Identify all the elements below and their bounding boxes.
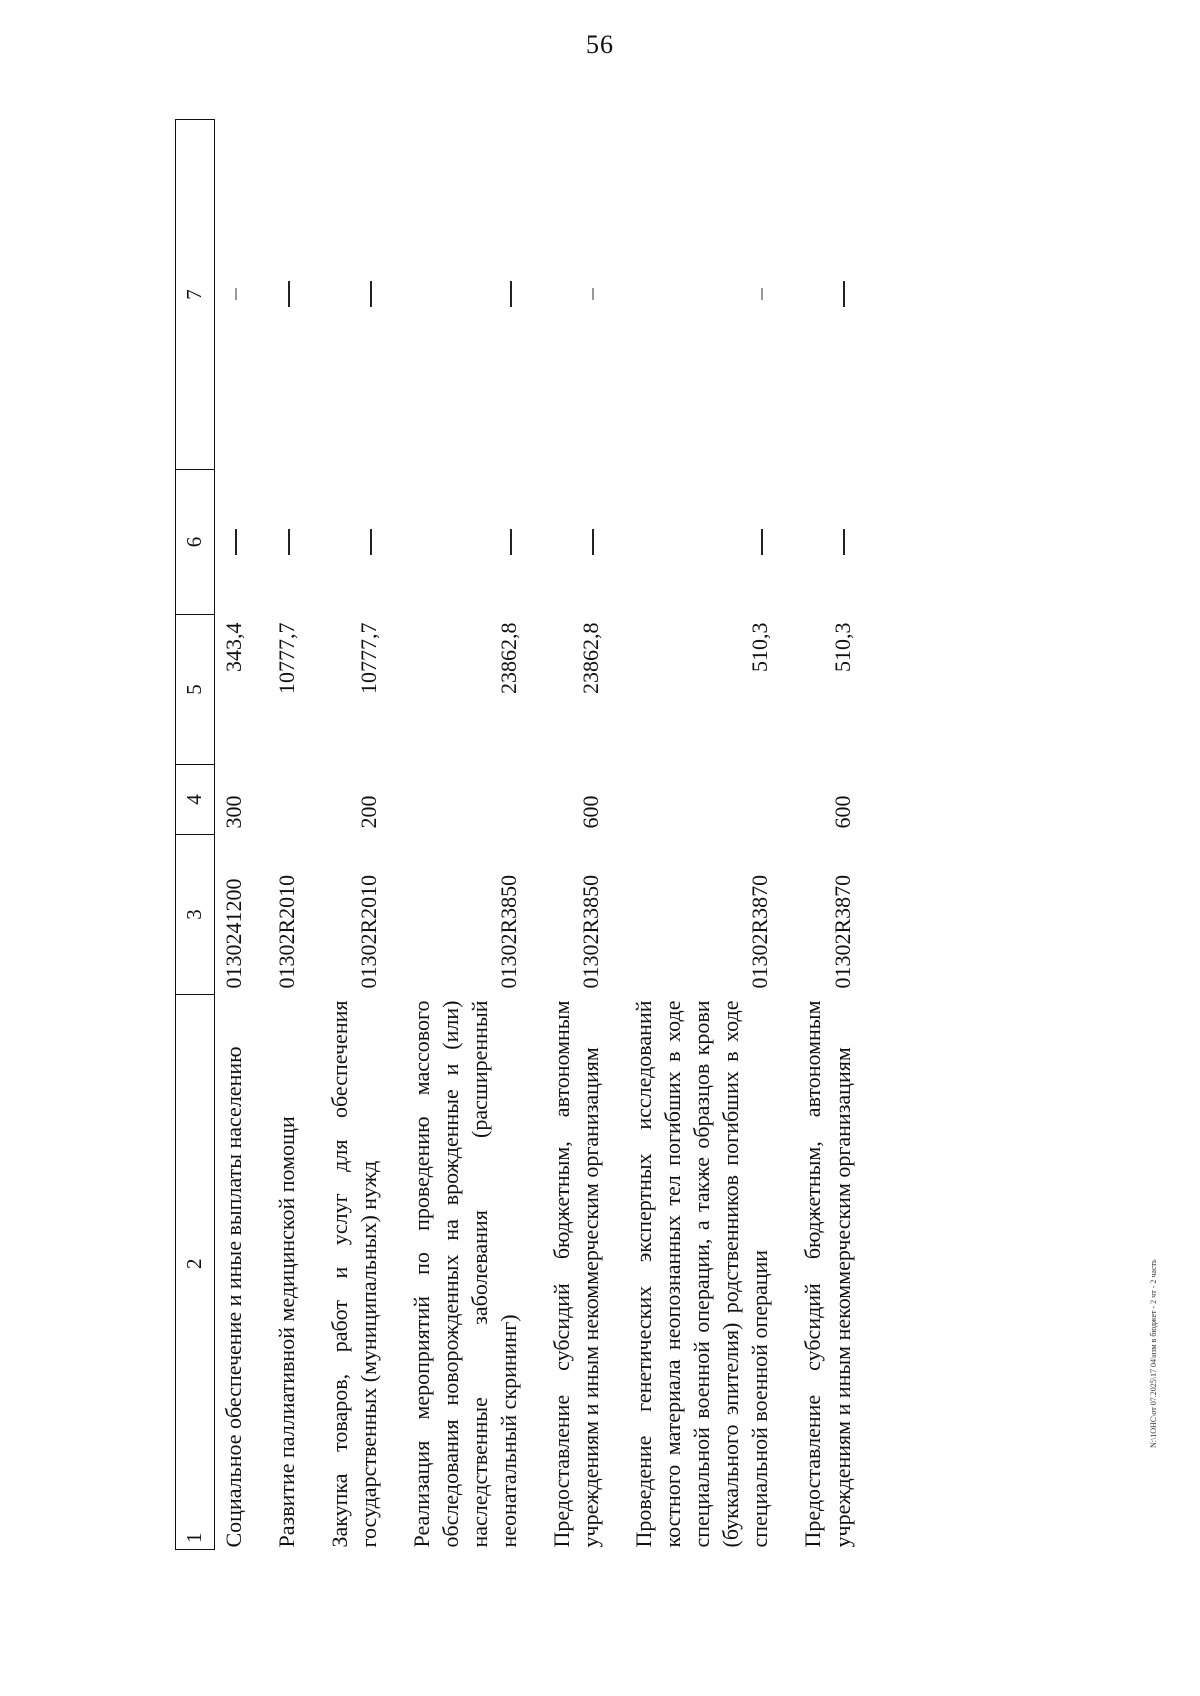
row-vr: [268, 765, 321, 835]
row-name: Предоставление субсидий бюджетным, автономным учреждениям и иным некоммерческим организациям: [549, 1000, 604, 1548]
row-csr: 01302R3870: [829, 874, 855, 989]
row-col6: [215, 470, 269, 615]
row-sum: 23862,8: [578, 622, 604, 694]
header-col-2: 1 2: [176, 995, 215, 1550]
header-col-3: 3: [176, 835, 215, 995]
row-csr: 0130241200: [221, 878, 246, 989]
row-csr: 01302R2010: [274, 874, 300, 989]
row-vr: [403, 765, 543, 835]
dash-mark: [235, 289, 237, 301]
row-sum: 10777,7: [274, 622, 300, 694]
row-name: Проведение генетических экспертных исследований костного материала неопознанных тел погибших в ходе специальной военной операции, а также образцов крови (буккального эпителия) родственников погибших в ходе специальной военной операции: [631, 1000, 773, 1548]
row-sum: 510,3: [829, 622, 855, 672]
row-col6: [403, 470, 543, 615]
row-col7: [403, 120, 543, 470]
dash-mark: [235, 529, 237, 555]
row-sum: 343,4: [221, 622, 246, 672]
header-col-1: 1: [182, 1532, 207, 1543]
dash-mark: [843, 529, 845, 555]
dash-mark: [370, 282, 372, 308]
row-col6: [321, 470, 403, 615]
dash-mark: [510, 529, 512, 555]
row-col6: [268, 470, 321, 615]
row-vr: 300: [221, 795, 246, 829]
row-vr: 600: [829, 795, 855, 829]
row-csr: 01302R3850: [496, 874, 522, 989]
dash-mark: [510, 282, 512, 308]
dash-mark: [843, 282, 845, 308]
row-name: Социальное обеспечение и иные выплаты населению: [221, 1046, 246, 1548]
row-name: Реализация мероприятий по проведению массового обследования новорожденных на врожденные и (или) наследственные заболевания (расширенный неонатальный скрининг): [409, 1000, 522, 1548]
row-sum: 23862,8: [496, 622, 522, 694]
row-col7: [543, 120, 625, 470]
row-vr: [625, 765, 794, 835]
row-col7: [268, 120, 321, 470]
row-col6: [794, 470, 876, 615]
header-col-6: 6: [176, 470, 215, 615]
table-row: [268, 120, 321, 1550]
dash-mark: [761, 289, 763, 301]
row-vr: 600: [578, 795, 604, 829]
header-col-5: 5: [176, 615, 215, 765]
table-row: [625, 120, 794, 1550]
row-col7: [794, 120, 876, 470]
row-csr: 01302R2010: [356, 874, 382, 989]
dash-mark: [761, 529, 763, 555]
dash-mark: [370, 529, 372, 555]
row-col7: [215, 120, 269, 470]
table-row: [543, 120, 625, 1550]
header-col-4: 4: [176, 765, 215, 835]
row-name: Закупка товаров, работ и услуг для обеспечения государственных (муниципальных) нужд: [327, 1000, 382, 1548]
table-row: [794, 120, 876, 1550]
table-row: [403, 120, 543, 1550]
row-col6: [543, 470, 625, 615]
table-row: [321, 120, 403, 1550]
row-col7: [321, 120, 403, 470]
budget-table-rotated: [175, 120, 1035, 1550]
row-csr: 01302R3850: [578, 874, 604, 989]
row-name: Предоставление субсидий бюджетным, автономным учреждениям и иным некоммерческим организациям: [800, 1000, 855, 1548]
table-row: [215, 120, 269, 1550]
row-vr: 200: [356, 795, 382, 829]
dash-mark: [288, 282, 290, 308]
header-col-7: 7: [176, 120, 215, 470]
dash-mark: [288, 529, 290, 555]
dash-mark: [592, 289, 594, 301]
dash-mark: [592, 529, 594, 555]
file-path-stamp: N:\1ОНС\от 07.2025\17 04\изм в бюджет - 2 чт - 2 часть: [1149, 1259, 1158, 1448]
row-col6: [625, 470, 794, 615]
page-number: 56: [586, 30, 614, 59]
table-header-row: [176, 120, 215, 1550]
row-csr: 01302R3870: [747, 874, 773, 989]
budget-table: [175, 119, 877, 1550]
row-sum: 10777,7: [356, 622, 382, 694]
row-name: Развитие паллиативной медицинской помощи: [274, 1116, 300, 1548]
row-sum: 510,3: [747, 622, 773, 672]
row-col7: [625, 120, 794, 470]
